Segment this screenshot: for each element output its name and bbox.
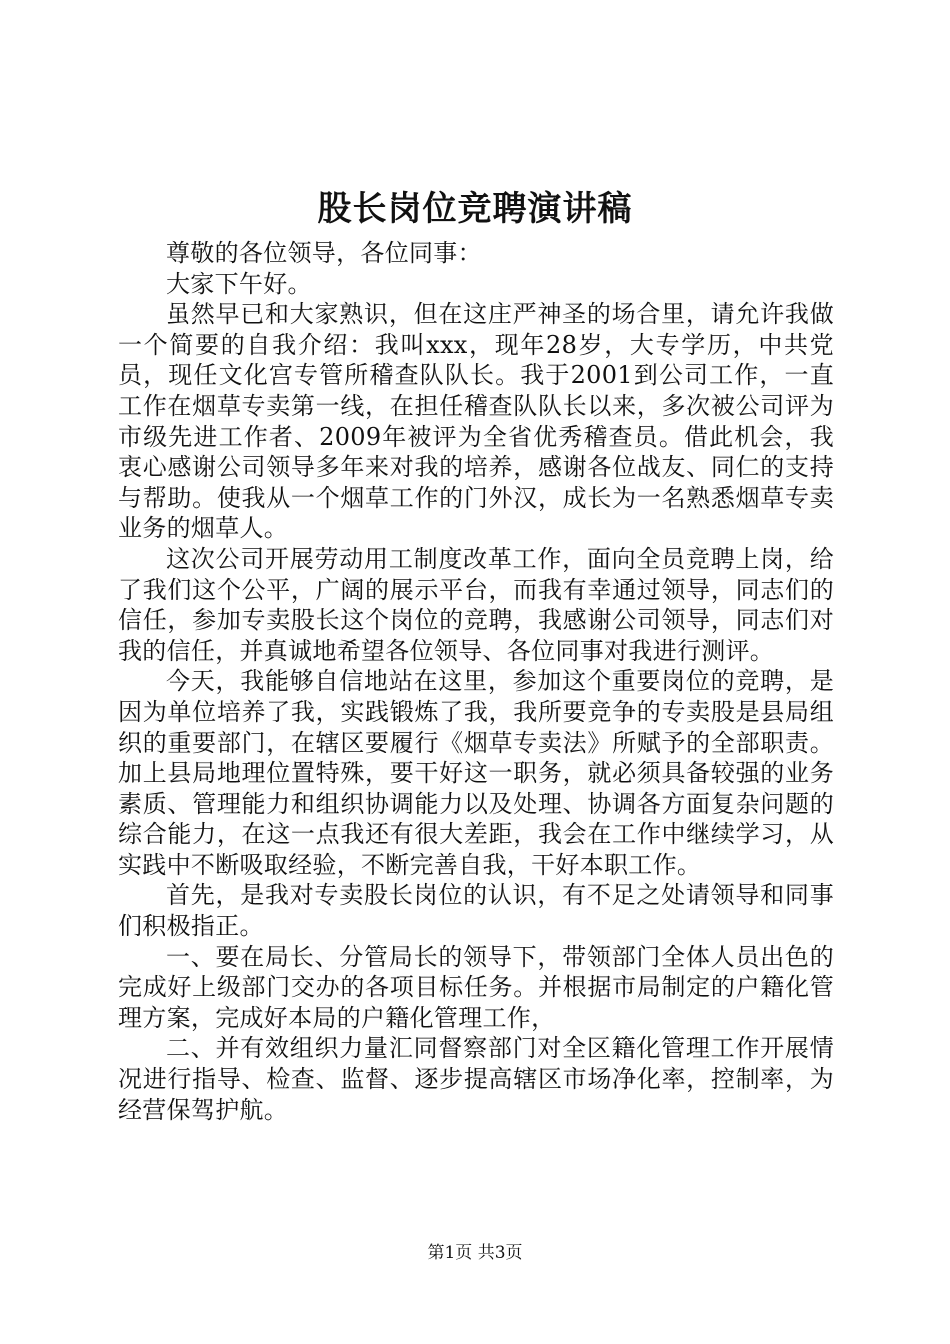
paragraph-duty-one: 一、要在局长、分管局长的领导下，带领部门全体人员出色的完成好上级部门交办的各项目标任务。并根据市局制定的户籍化管理方案，完成好本局的户籍化管理工作， bbox=[118, 942, 834, 1032]
document-title: 股长岗位竞聘演讲稿 bbox=[317, 189, 633, 229]
page-footer: 第1页 共3页 bbox=[427, 1243, 523, 1263]
paragraph-self-introduction: 虽然早已和大家熟识，但在这庄严神圣的场合里，请允许我做一个简要的自我介绍：我叫xxx，现年28岁，大专学历，中共党员，现任文化宫专管所稽查队队长。我于2001到公司工作，一直工作在烟草专卖第一线，在担任稽查队队长以来，多次被公司评为市级先进工作者、2009年被评为全省优秀稽查员。借此机会，我衷心感谢公司领导多年来对我的培养，感谢各位战友、同仁的支持与帮助。使我从一个烟草工作的门外汉，成长为一名熟悉烟草专卖业务的烟草人。 bbox=[118, 300, 834, 543]
greeting: 大家下午好。 bbox=[166, 269, 312, 298]
paragraph-understanding: 首先，是我对专卖股长岗位的认识，有不足之处请领导和同事们积极指正。 bbox=[118, 881, 834, 941]
paragraph-reform: 这次公司开展劳动用工制度改革工作，面向全员竞聘上岗，给了我们这个公平，广阔的展示平台，而我有幸通过领导，同志们的信任，参加专卖股长这个岗位的竞聘，我感谢公司领导，同志们对我的信任，并真诚地希望各位领导、各位同事对我进行测评。 bbox=[118, 544, 834, 665]
paragraph-duty-two: 二、并有效组织力量汇同督察部门对全区籍化管理工作开展情况进行指导、检查、监督、逐步提高辖区市场净化率，控制率，为经营保驾护航。 bbox=[118, 1034, 834, 1124]
salutation: 尊敬的各位领导，各位同事： bbox=[166, 239, 482, 267]
paragraph-confidence: 今天，我能够自信地站在这里，参加这个重要岗位的竞聘，是因为单位培养了我，实践锻炼了我，我所要竞争的专卖股是县局组织的重要部门，在辖区要履行《烟草专卖法》所赋予的全部职责。加上县局地理位置特殊，要干好这一职务，就必须具备较强的业务素质、管理能力和组织协调能力以及处理、协调各方面复杂问题的综合能力，在这一点我还有很大差距，我会在工作中继续学习，从实践中不断吸取经验，不断完善自我，干好本职工作。 bbox=[118, 667, 834, 879]
document-body bbox=[118, 238, 834, 1125]
